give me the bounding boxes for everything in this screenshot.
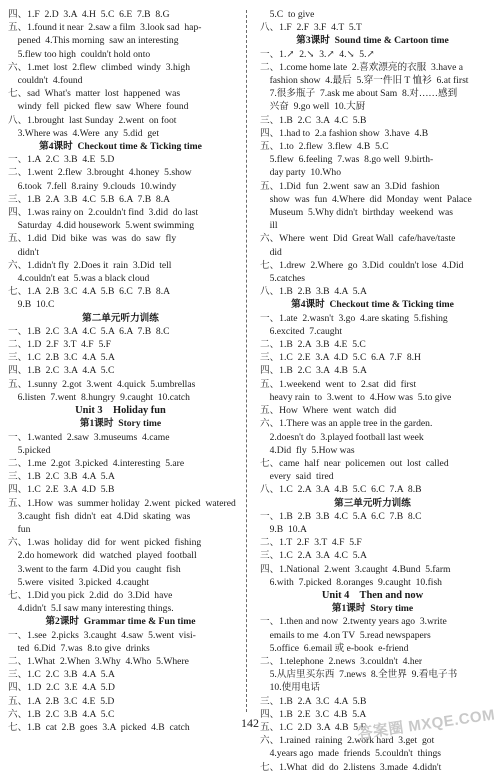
answer-line: windy fell picked flew saw Where found — [8, 101, 189, 113]
answer-line: 八、1.brought last Sunday 2.went on foot — [8, 114, 177, 126]
answer-line: 4.Did fly 5.How was — [260, 444, 355, 456]
section-heading: 第1课时 Story time — [331, 603, 414, 615]
answer-line: 一、1.wanted 2.saw 3.museums 4.came — [8, 431, 170, 443]
answer-line: 二、1.telephone 2.news 3.couldn't 4.her — [260, 655, 423, 667]
answer-line: 4.years ago made friends 5.couldn't things — [260, 748, 442, 760]
answer-line: 二、1.me 2.got 3.picked 4.interesting 5.are — [8, 457, 185, 469]
answer-line: 5.flew too high couldn't hold onto — [8, 48, 151, 60]
answer-line: heavy rain to 3.went to 4.How was 5.to give — [260, 391, 452, 403]
answer-line: 三、1.B 2.C 3.B 4.A 5.A — [8, 471, 115, 483]
left-column — [8, 8, 236, 734]
watermark-logo: 答案圈 MXQE.COM — [357, 706, 497, 743]
section-heading: Unit 4 Then and now — [321, 589, 424, 601]
answer-line: 五、1.sunny 2.got 3.went 4.quick 5.umbrellas — [8, 378, 196, 390]
section-heading: 第2课时 Grammar time & Fun time — [45, 616, 196, 628]
answer-line: 六、1.rained raining 2.work hard 3.get got — [260, 735, 435, 747]
answer-line: 9.B 10.C — [8, 299, 55, 311]
answer-line: 五、1.A 2.B 3.C 4.E 5.D — [8, 695, 115, 707]
answer-line: 四、1.had to 2.a fashion show 3.have 4.B — [260, 127, 429, 139]
answer-line: 一、1.A 2.C 3.B 4.E 5.D — [8, 154, 115, 166]
answer-line: 二、1.What 2.When 3.Why 4.Who 5.Where — [8, 655, 189, 667]
answer-line: 四、1.C 2.E 3.A 4.D 5.B — [8, 484, 115, 496]
answer-line: day party 10.Who — [260, 167, 341, 179]
answer-line: 2.doesn't do 3.played football last week — [260, 431, 424, 443]
answer-line: 五、1.found it near 2.saw a film 3.look sad hap- — [8, 22, 202, 34]
answer-line: 一、1.then and now 2.twenty years ago 3.write — [260, 616, 447, 628]
answer-line: fun — [8, 523, 31, 535]
answer-line: 5.picked — [8, 444, 51, 456]
section-heading: 第4课时 Checkout time & Ticking time — [39, 141, 202, 153]
answer-line: did — [260, 246, 282, 258]
right-column — [260, 8, 485, 774]
answer-line: 6.with 7.picked 8.oranges 9.caught 10.fish — [260, 576, 442, 588]
answer-line: 八、1.C 2.A 3.A 4.B 5.C 6.C 7.A 8.B — [260, 484, 422, 496]
answer-line: 五、1.to 2.flew 3.flew 4.B 5.C — [260, 141, 389, 153]
page-number: 142 — [241, 716, 259, 730]
answer-line: 六、Where went Did Great Wall cafe/have/taste — [260, 233, 456, 245]
answer-line: 六、1.met lost 2.flew climbed windy 3.high — [8, 61, 190, 73]
answer-line: show was fun 4.Where did Monday went Palace — [260, 193, 472, 205]
answer-line: didn't — [8, 246, 40, 258]
answer-line: 3.Where was 4.Were any 5.did get — [8, 127, 160, 139]
answer-line: 四、1.F 2.D 3.A 4.H 5.C 6.E 7.B 8.G — [8, 9, 170, 20]
section-heading: 第4课时 Checkout time & Ticking time — [291, 299, 454, 311]
answer-line: 二、1.went 2.flew 3.brought 4.honey 5.show — [8, 167, 192, 179]
answer-line: 5.从店里买东西 7.news 8.全世界 9.看电子书 — [260, 669, 458, 681]
answer-line: 七、1.drew 2.Where go 3.Did couldn't lose 4.Did — [260, 259, 464, 271]
section-heading: 第二单元听力训练 — [82, 312, 159, 324]
answer-line: 6.took 7.fell 8.rainy 9.clouds 10.windy — [8, 180, 177, 192]
answer-line: 五、1.Did fun 2.went saw an 3.Did fashion — [260, 180, 440, 192]
answer-line: 3.caught fish didn't eat 4.Did skating was — [8, 510, 191, 522]
answer-line: 四、1.was rainy on 2.couldn't find 3.did do last — [8, 207, 199, 219]
answer-line: 9.B 10.A — [260, 523, 307, 535]
answer-line: 二、1.D 2.F 3.T 4.F 5.F — [8, 339, 111, 351]
section-heading: 第三单元听力训练 — [334, 497, 411, 509]
column-divider — [246, 10, 247, 712]
answer-line: 三、1.B 2.A 3.C 4.A 5.B — [260, 695, 367, 707]
answer-line: fashion show 4.最后 5.穿一件旧 T 恤衫 6.at first — [260, 75, 469, 87]
answer-line: 5.catches — [260, 273, 306, 285]
answer-line: 四、1.National 2.went 3.caught 4.Bund 5.farm — [260, 563, 451, 575]
answer-line: couldn't 4.found — [8, 75, 83, 87]
answer-line: 七、1.B cat 2.B goes 3.A picked 4.B catch — [8, 721, 190, 733]
answer-line: 4.didn't 5.I saw many interesting things. — [8, 603, 174, 615]
answer-line: 二、1.B 2.A 3.B 4.E 5.C — [260, 339, 366, 351]
answer-line: 四、1.B 2.E 3.C 4.B 5.A — [260, 708, 367, 720]
answer-line: ill — [260, 220, 278, 232]
answer-line: 六、1.was holiday did for went picked fishing — [8, 537, 202, 549]
answer-line: 五、1.did Did bike was was do saw fly — [8, 233, 177, 245]
answer-line: 八、1.B 2.B 3.B 4.A 5.A — [260, 286, 367, 298]
answer-line: 七、1.Did you pick 2.did do 3.Did have — [8, 589, 173, 601]
answer-line: 三、1.B 2.C 3.A 4.C 5.B — [260, 114, 367, 126]
answer-line: 四、1.B 2.C 3.A 4.B 5.A — [260, 365, 367, 377]
answer-line: 3.went to the farm 4.Did you caught fish — [8, 563, 181, 575]
answer-line: 六、1.B 2.C 3.B 4.A 5.C — [8, 708, 115, 720]
answer-line: 5.were visited 3.picked 4.caught — [8, 576, 149, 588]
answer-line: 五、1.weekend went to 2.sat did first — [260, 378, 417, 390]
answer-line: 10.使用电话 — [260, 682, 320, 694]
answer-line: 五、1.C 2.D 3.A 4.B 5.E — [260, 721, 367, 733]
answer-line: Museum 5.Why didn't birthday weekend was — [260, 207, 454, 219]
answer-line: 二、1.come home late 2.喜欢漂亮的衣服 3.have a — [260, 61, 464, 73]
answer-line: ted 6.Did 7.was 8.to give drinks — [8, 642, 150, 654]
answer-line: 六、1.There was an apple tree in the garden. — [260, 418, 433, 430]
answer-line: 5.office 6.email 或 e-book e-friend — [260, 642, 409, 654]
answer-line: pened 4.This morning saw an interesting — [8, 35, 179, 47]
answer-line: 一、1.B 2.B 3.B 4.C 5.A 6.C 7.B 8.C — [260, 510, 422, 522]
answer-line: 一、1.B 2.C 3.A 4.C 5.A 6.A 7.B 8.C — [8, 325, 170, 337]
answer-line: 三、1.B 2.A 3.B 4.C 5.B 6.A 7.B 8.A — [8, 193, 171, 205]
answer-line: 6.excited 7.caught — [260, 325, 343, 337]
answer-line: 五、1.How was summer holiday 2.went picked watered — [8, 497, 236, 509]
answer-line: 五、How Where went watch did — [260, 405, 397, 417]
answer-line: 三、1.C 2.A 3.A 4.C 5.A — [260, 550, 367, 562]
answer-line: 三、1.C 2.C 3.B 4.A 5.A — [8, 669, 115, 681]
answer-line: Saturday 4.did housework 5.went swimming — [8, 220, 194, 232]
answer-line: 兴奋 9.go well 10.大厨 — [260, 101, 366, 113]
answer-line: 四、1.B 2.C 3.A 4.A 5.C — [8, 365, 115, 377]
answer-line: emails to me 4.on TV 5.read newspapers — [260, 629, 431, 641]
answer-line: 三、1.C 2.B 3.C 4.A 5.A — [8, 352, 115, 364]
answer-line: 一、1.see 2.picks 3.caught 4.saw 5.went visi- — [8, 629, 196, 641]
answer-line: 七、1.A 2.B 3.C 4.A 5.B 6.C 7.B 8.A — [8, 286, 171, 298]
answer-line: 六、1.didn't fly 2.Does it rain 3.Did tell — [8, 259, 172, 271]
answer-line: 7.很多瓶子 7.ask me about Sam 8.对……感到 — [260, 88, 458, 100]
answer-line: 2.do homework did watched played football — [8, 550, 197, 562]
answer-line: 4.couldn't eat 5.was a black cloud — [8, 273, 150, 285]
answer-line: 5.C to give — [260, 9, 315, 20]
answer-line: 四、1.D 2.C 3.E 4.A 5.D — [8, 682, 115, 694]
answer-line: 一、1.ate 2.wasn't 3.go 4.are skating 5.fishing — [260, 312, 448, 324]
answer-line: 一、1.↗ 2.↘ 3.↗ 4.↘ 5.↗ — [260, 48, 375, 60]
answer-line: 七、sad What's matter lost happened was — [8, 88, 181, 100]
section-heading: 第3课时 Sound time & Cartoon time — [296, 35, 449, 47]
section-heading: Unit 3 Holiday fun — [75, 405, 166, 417]
answer-line: 七、came half near policemen out lost called — [260, 457, 449, 469]
answer-line: 6.listen 7.went 8.hungry 9.caught 10.catch — [8, 391, 190, 403]
answer-line: 二、1.T 2.F 3.T 4.F 5.F — [260, 537, 362, 549]
answer-line: 七、1.What did do 2.listens 3.made 4.didn't — [260, 761, 442, 773]
answer-line: every said tired — [260, 471, 334, 483]
answer-line: 5.flew 6.feeling 7.was 8.go well 9.birth- — [260, 154, 434, 166]
section-heading: 第1课时 Story time — [79, 418, 162, 430]
answer-line: 八、1.F 2.F 3.F 4.T 5.T — [260, 22, 362, 34]
answer-line: 三、1.C 2.E 3.A 4.D 5.C 6.A 7.F 8.H — [260, 352, 421, 364]
